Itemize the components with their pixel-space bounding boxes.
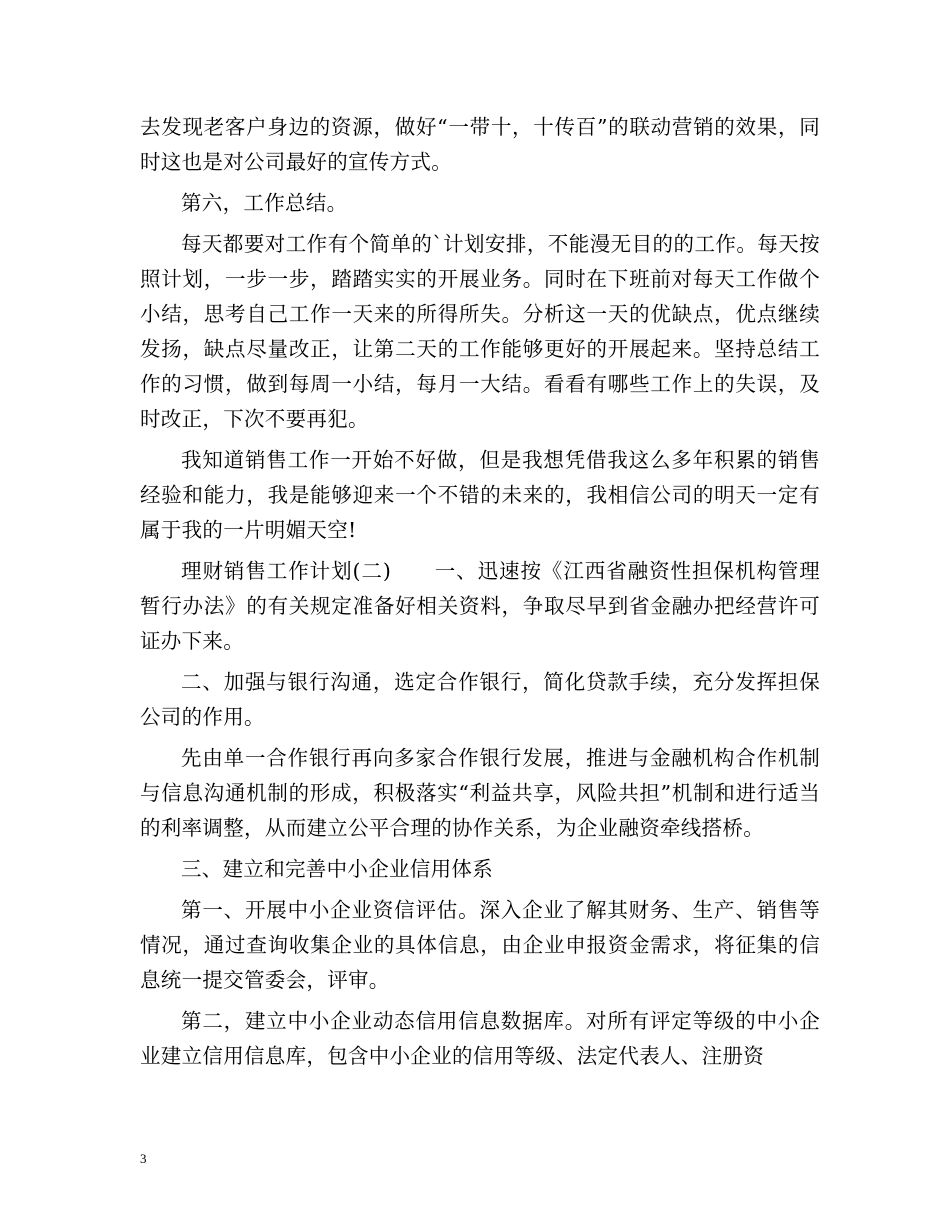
paragraph: 我知道销售工作一开始不好做，但是我想凭借我这么多年积累的销售经验和能力，我是能够迎来一个不错的未来的，我相信公司的明天一定有属于我的一片明媚天空! [140, 448, 820, 542]
paragraph: 先由单一合作银行再向多家合作银行发展，推进与金融机构合作机制与信息沟通机制的形成，积极落实“利益共享，风险共担”机制和进行适当的利率调整，从而建立公平合理的协作关系，为企业融资牵线搭桥。 [140, 746, 820, 840]
paragraph: 第二，建立中小企业动态信用信息数据库。对所有评定等级的中小企业建立信用信息库，包含中小企业的信用等级、法定代表人、注册资 [140, 1009, 820, 1068]
paragraph: 第一、开展中小企业资信评估。深入企业了解其财务、生产、销售等情况，通过查询收集企业的具体信息，由企业申报资金需求，将征集的信息统一提交管委会，评审。 [140, 898, 820, 992]
paragraph: 去发现老客户身边的资源，做好“一带十，十传百”的联动营销的效果，同时这也是对公司最好的宣传方式。 [140, 115, 820, 174]
paragraph: 第六，工作总结。 [181, 191, 348, 215]
paragraph: 理财销售工作计划(二) 一、迅速按《江西省融资性担保机构管理暂行办法》的有关规定准备好相关资料，争取尽早到省金融办把经营许可证办下来。 [140, 559, 820, 653]
paragraph: 三、建立和完善中小企业信用体系 [181, 857, 493, 881]
document-body [140, 110, 820, 1080]
paragraph: 每天都要对工作有个简单的`计划安排，不能漫无目的的工作。每天按照计划，一步一步，踏踏实实的开展业务。同时在下班前对每天工作做个小结，思考自己工作一天来的所得所失。分析这一天的优缺点，优点继续发扬，缺点尽量改正，让第二天的工作能够更好的开展起来。坚持总结工作的习惯，做到每周一小结，每月一大结。看看有哪些工作上的失误，及时改正，下次不要再犯。 [140, 232, 820, 431]
page-number: 3 [140, 1151, 147, 1166]
paragraph: 二、加强与银行沟通，选定合作银行，简化贷款手续，充分发挥担保公司的作用。 [140, 670, 820, 729]
